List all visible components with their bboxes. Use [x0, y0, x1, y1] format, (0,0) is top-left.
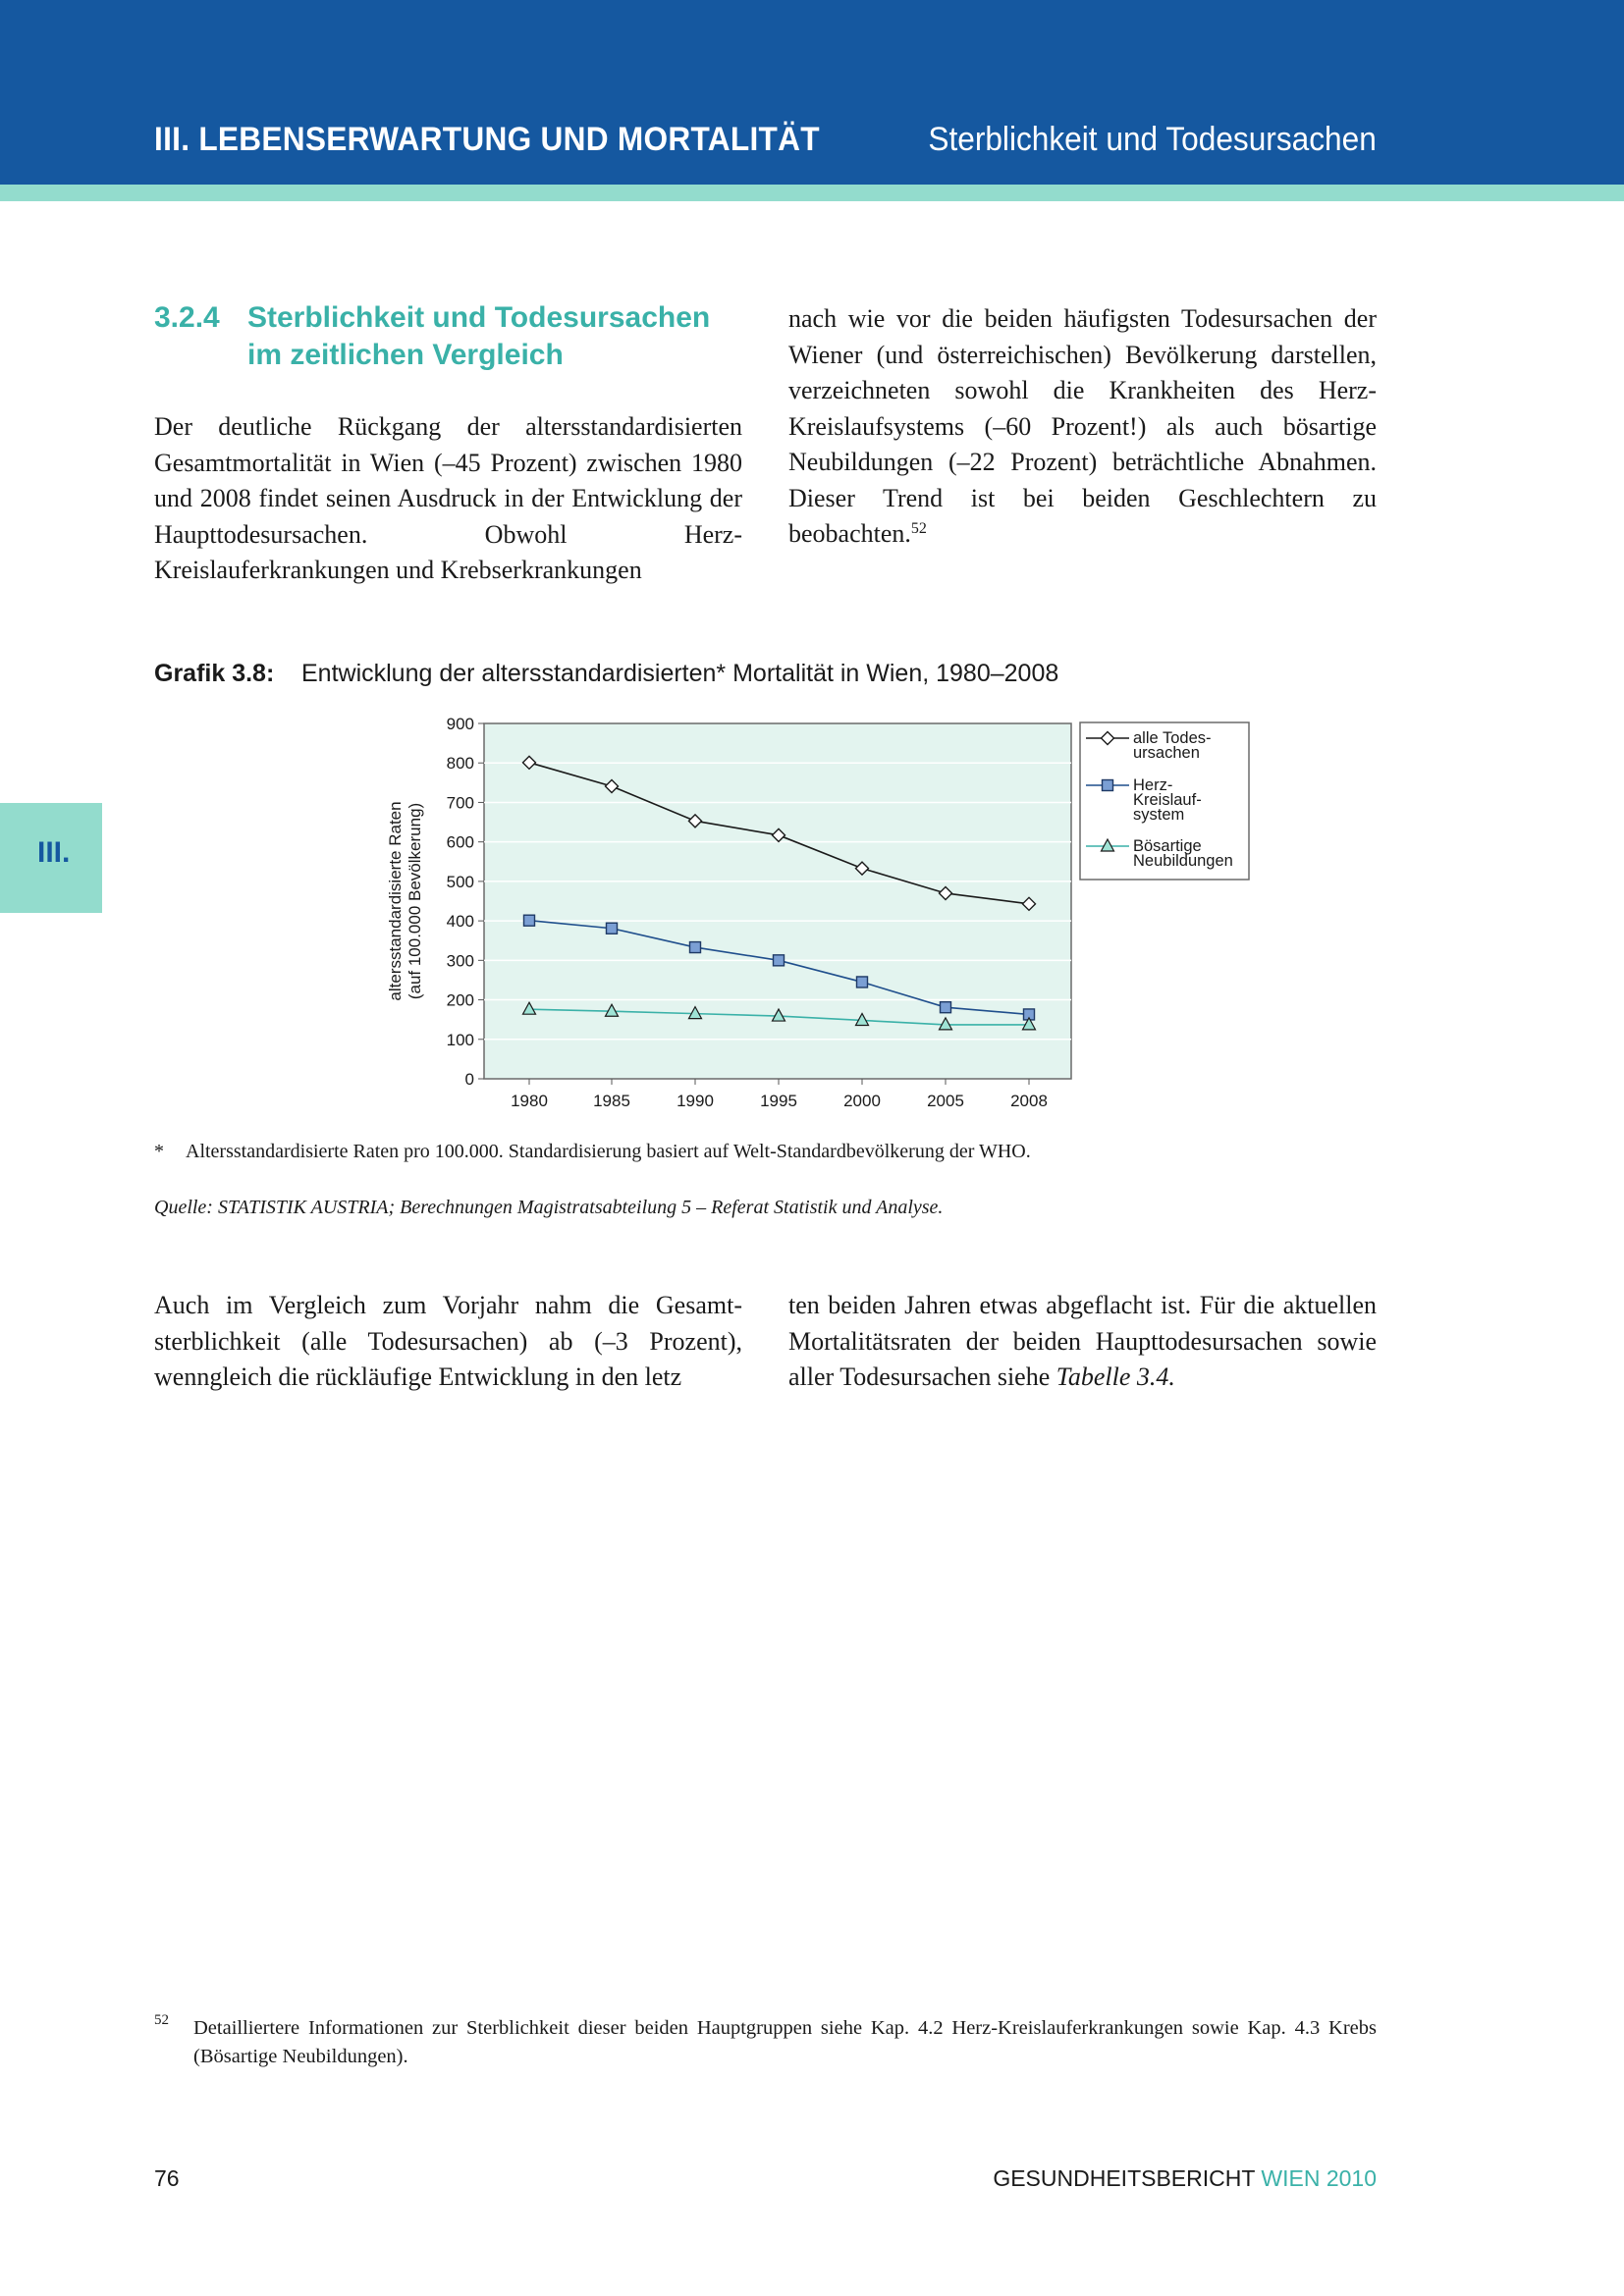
paragraph-2-left-text: Auch im Vergleich zum Vorjahr nahm die Gesamtsterblichkeit (alle Todesursachen) ab (–3 Prozent), wenngleich die rückläufige Entwicklung in den letz: [154, 1291, 742, 1391]
paragraph-2-left: [154, 1288, 742, 1396]
y-tick-label-200: 200: [446, 990, 474, 1010]
legend-label-0-0: alle Todes-: [1133, 729, 1212, 747]
y-tick-label-900: 900: [446, 715, 474, 733]
footnote-ref-52[interactable]: 52: [910, 520, 927, 537]
series-1-point-1980: [524, 915, 535, 926]
paragraph-1-left-text: Der deutliche Rückgang der altersstandardisierten Gesamtmortalität in Wien (–45 Prozent) zwischen 1980 und 2008 findet seinen Ausdruck in der Entwicklung der Haupttodesursachen. Obwohl Herz-Kreislauferkrankungen und Krebserkrankungen: [154, 412, 742, 584]
y-tick-label-300: 300: [446, 951, 474, 971]
paragraph-1-right-text: nach wie vor die beiden häufigsten Todesursachen der Wiener (und österreichischen) Bevölkerung darstellen, verzeichneten sowohl die Krankheiten des Herz-Kreislaufsystems (–60 Prozent!) als auch bösartige Neubildungen (–22 Prozent) beträchtliche Abnahmen. Dieser Trend ist bei beiden Geschlechtern zu beobachten.: [788, 304, 1377, 548]
figure-label: Grafik 3.8:: [154, 660, 275, 687]
mortality-line-chart: [0, 0, 1624, 1139]
chapter-side-tab-label: III.: [37, 836, 71, 869]
legend-label-1-1: Kreislauf-: [1133, 791, 1202, 809]
series-1-point-2005: [941, 1002, 951, 1013]
y-tick-label-500: 500: [446, 872, 474, 891]
chart-source: Quelle: STATISTIK AUSTRIA; Berechnungen Magistratsabteilung 5 – Referat Statistik und Analyse.: [154, 1197, 944, 1218]
section-number: 3.2.4: [154, 301, 220, 334]
page-footnote-text: Detailliertere Informationen zur Sterblichkeit dieser beiden Hauptgruppen siehe Kap. 4.2 Herz-Kreislauferkrankungen sowie Kap. 4.3 Krebs (Bösartige Neubildungen).: [193, 2017, 1377, 2067]
y-tick-label-100: 100: [446, 1030, 474, 1049]
x-tick-label-2005: 2005: [927, 1092, 964, 1110]
legend-label-2-1: Neubildungen: [1133, 852, 1233, 870]
y-tick-label-600: 600: [446, 832, 474, 852]
legend-label-1-0: Herz-: [1133, 776, 1173, 794]
page-number: 76: [154, 2165, 180, 2191]
legend-label-2-0: Bösartige: [1133, 837, 1202, 855]
series-1-point-1985: [607, 923, 618, 934]
x-tick-label-2000: 2000: [843, 1092, 881, 1110]
report-brand-main: GESUNDHEITSBERICHT: [993, 2165, 1255, 2191]
chart-note-text: Altersstandardisierte Raten pro 100.000. Standardisierung basiert auf Welt-Standardbevölkerung der WHO.: [186, 1141, 1031, 1162]
chart-legend: [1080, 722, 1249, 880]
table-reference-link[interactable]: Tabelle 3.4.: [1056, 1362, 1175, 1391]
x-tick-label-1995: 1995: [760, 1092, 797, 1110]
y-tick-label-400: 400: [446, 912, 474, 932]
section-title: Sterblichkeit und Todesursachen: [928, 121, 1377, 158]
legend-label-0-1: ursachen: [1133, 744, 1200, 762]
plot-area: [484, 723, 1071, 1079]
legend-label-1-2: system: [1133, 806, 1185, 824]
x-axis-ticks: [511, 1079, 1048, 1110]
x-tick-label-1980: 1980: [511, 1092, 548, 1110]
y-axis-ticks: [447, 715, 484, 1089]
series-1-point-2000: [857, 977, 868, 988]
paragraph-2-right: [788, 1288, 1377, 1396]
x-tick-label-1990: 1990: [677, 1092, 714, 1110]
y-tick-label-0: 0: [464, 1070, 474, 1089]
y-tick-label-700: 700: [446, 793, 474, 813]
report-brand: [993, 2165, 1377, 2192]
series-1-point-1990: [690, 942, 701, 953]
report-brand-highlight: WIEN 2010: [1261, 2165, 1377, 2191]
chart-note-mark: *: [154, 1141, 164, 1162]
legend-marker-1: [1103, 780, 1113, 791]
chapter-title: III. LEBENSERWARTUNG UND MORTALITÄT: [154, 121, 820, 158]
series-1-point-1995: [774, 955, 785, 966]
section-heading-text: Sterblichkeit und Todesursachen im zeitlichen Vergleich: [247, 301, 711, 371]
page-footnote-number: 52: [154, 2012, 169, 2028]
figure-caption-text: Entwicklung der altersstandardisierten* Mortalität in Wien, 1980–2008: [301, 660, 1059, 687]
paragraph-2-right-text: ten beiden Jahren etwas abgeflacht ist. Für die aktuellen Mortalitätsraten der beiden Haupttodesursachen sowie aller Todesursachen siehe: [788, 1291, 1377, 1391]
x-tick-label-2008: 2008: [1010, 1092, 1048, 1110]
y-axis-label-line-2: (auf 100.000 Bevölkerung): [406, 802, 424, 1000]
y-axis-label-line-1: altersstandardisierte Raten: [386, 801, 405, 1001]
chart-note: [154, 1141, 1031, 1163]
x-tick-label-1985: 1985: [593, 1092, 630, 1110]
y-tick-label-800: 800: [446, 754, 474, 774]
